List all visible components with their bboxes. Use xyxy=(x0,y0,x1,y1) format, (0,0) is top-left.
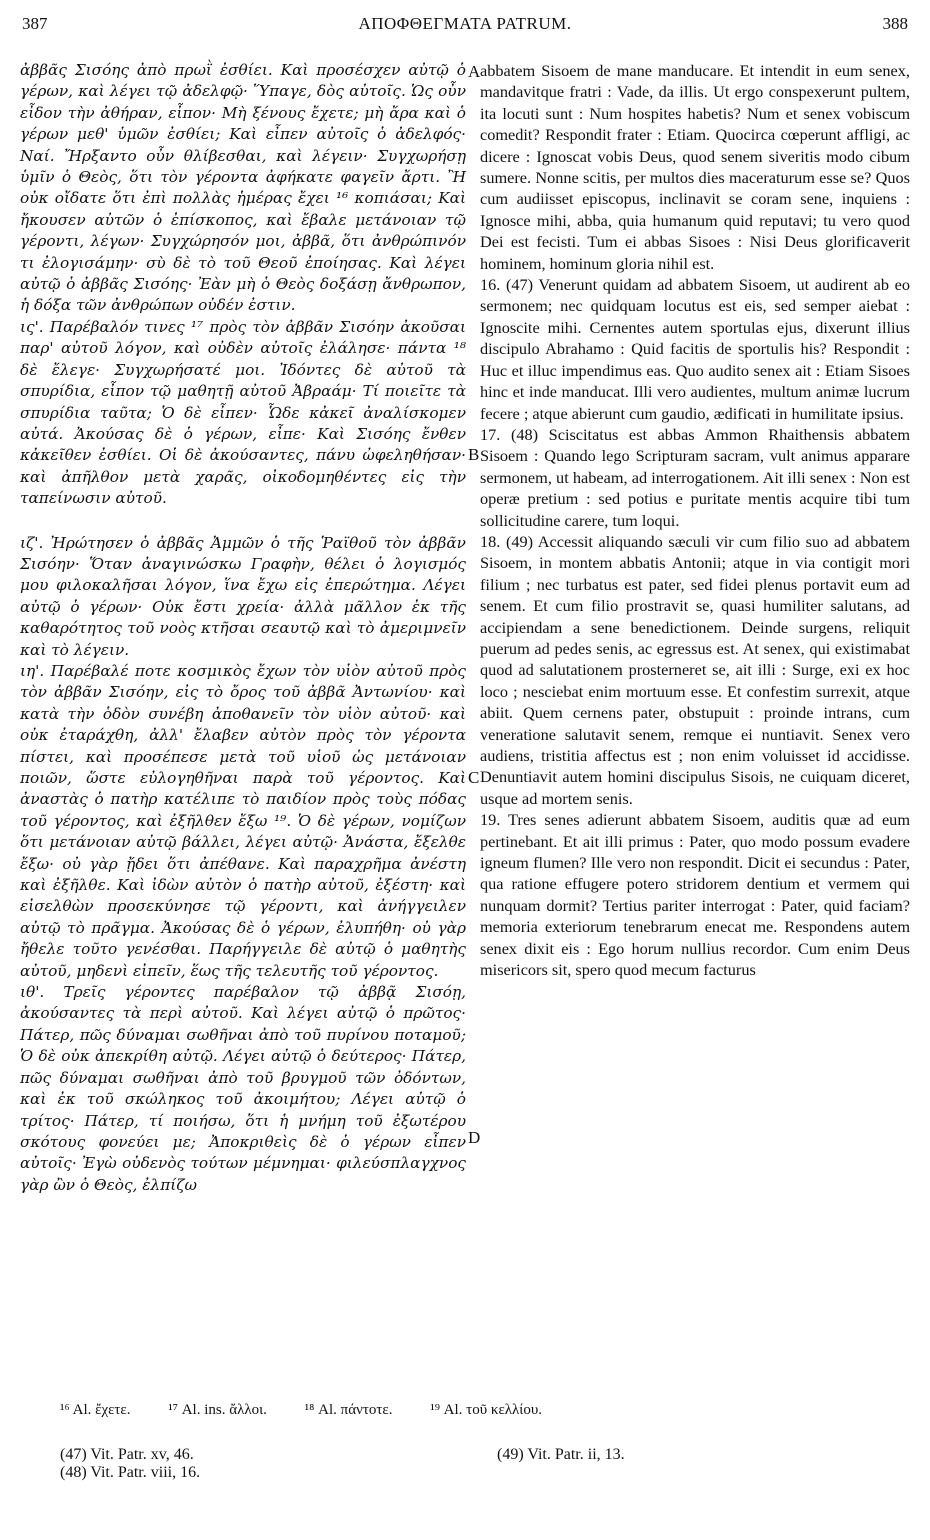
margin-marker-b: B xyxy=(468,445,480,464)
greek-column xyxy=(20,60,466,1196)
latin-paragraph: 19. Tres senes adierunt abbatem Sisoem, auditis quæ ad eum pertinebant. Et ait illi primus : Pater, quo modo possum evadere igneum flumen? Ille vero non respondit. Dicit ei secundus : Pater, qua ratione effugere potero stridorem dentium et vermem qui nunquam dormit? Tertius pariter interrogat : Pater, quid faciam? memoria exteriorum tenebrarum enecat me. Respondens autem senex dixit eis : Ego horum nullius recordor. Cum enim Deus misericors sit, spero quod mecum facturus xyxy=(480,810,910,980)
greek-paragraph: ιζ'. Ἠρώτησεν ὁ ἀββᾶς Ἀμμῶν ὁ τῆς Ῥαϊθοῦ τὸν ἀββᾶν Σισόην· Ὅταν ἀναγινώσκω Γραφὴν, θέλει ὁ λογισμός μου φιλοκαλῆσαι λόγον, ἵνα ἔχω εἰς ἐπερώτημα. Λέγει αὐτῷ ὁ γέρων· Οὐκ ἔστι χρεία· ἀλλὰ μᾶλλον ἐκ τῆς καθαρότητος τοῦ νοὸς κτῆσαι σεαυτῷ καὶ τὸ ἀμεριμνεῖν καὶ τὸ λέγειν. xyxy=(20,533,466,659)
margin-marker-c: C xyxy=(468,768,480,787)
greek-paragraph: ιη'. Παρέβαλέ ποτε κοσμικὸς ἔχων τὸν υἱὸν αὐτοῦ πρὸς τὸν ἀββᾶν Σισόην, εἰς τὸ ὄρος τοῦ ἀββᾶ Ἀντωνίου· καὶ κατὰ τὴν ὁδὸν συνέβη ἀποθανεῖν τὸν υἱὸν αὐτοῦ· καὶ οὐκ ἐταράχθη, ἀλλ' ἔλαβεν αὐτὸν πρὸς τὸν γέροντα πίστει, καὶ προσέπεσε μετὰ τοῦ υἱοῦ ὡς μετάνοιαν ποιῶν, ὥστε εὐλογηθῆναι παρὰ τοῦ γέροντος. Καὶ ἀναστὰς ὁ πατὴρ κατέλιπε τὸ παιδίον πρὸς τοὺς πόδας τοῦ γέροντος, καὶ ἐξῆλθεν ἔξω ¹⁹. Ὁ δὲ γέρων, νομίζων ὅτι μετάνοιαν αὐτῷ βάλλει, λέγει αὐτῷ· Ἀνάστα, ἔξελθε ἔξω· οὐ γὰρ ᾔδει ὅτι ἀπέθανε. Καὶ παραχρῆμα ἀνέστη καὶ ἐξῆλθε. Καὶ ἰδὼν αὐτὸν ὁ πατὴρ αὐτοῦ, ἐξέστη· καὶ εἰσελθὼν προσεκύνησε τῷ γέροντι, καὶ ἀνήγγειλεν αὐτῷ τὸ πρᾶγμα. Ἀκούσας δὲ ὁ γέρων, ἐλυπήθη· οὐ γὰρ ἤθελε τοῦτο γενέσθαι. Παρήγγειλε δὲ αὐτῷ ὁ μαθητὴς αὐτοῦ, μηδενὶ εἰπεῖν, ἕως τῆς τελευτῆς τοῦ γέροντος. xyxy=(20,661,466,980)
latin-paragraph: abbatem Sisoem de mane manducare. Et intendit in eum senex, mandavitque fratri : Vade, da illis. Ut ergo conspexerunt pultem, ita locuti sunt : Num hospites habetis? Num et senex vobiscum comedit? Respondit frater : Etiam. Quocirca cœperunt affligi, ac dicere : Ignoscat vobis Deus, quod senem siveritis modo cibum sumere. Nonne scitis, per multos dies maceraturum esse se? Quos cum audiisset episcopus, inclinavit se coram sene, inquiens : Ignosce mihi, abba, quia humanum quid reputavi; tu vero quod Dei est fecisti. Tum ei abbas Sisoes : Nisi Deus glorificaverit hominem, hominum gloria nihil est. xyxy=(480,61,910,273)
margin-marker-d: D xyxy=(468,1128,481,1147)
latin-paragraph: 17. (48) Sciscitatus est abbas Ammon Rhaithensis abbatem Sisoem : Quando lego Scripturam sacram, vult animus apparare sermonem, ut habeam, ad interrogationem. Ait illi senex : Non est operæ pretium : sed potius e puritate mentis acquire tibi tum sollicitudine carere, tum loqui. xyxy=(480,424,910,530)
footnote: ¹⁸ Al. πάντοτε. xyxy=(304,1402,393,1418)
footnotes xyxy=(60,1402,900,1419)
reference: (48) Vit. Patr. viii, 16. xyxy=(60,1464,201,1481)
running-header xyxy=(20,12,910,38)
footnote: ¹⁶ Al. ἔχετε. xyxy=(60,1402,131,1418)
greek-paragraph: ἀββᾶς Σισόης ἀπὸ πρωῒ ἐσθίει. Καὶ προσέσχεν αὐτῷ ὁ γέρων, καὶ λέγει τῷ ἀδελφῷ· Ὕπαγε, δὸς αὐτοῖς. Ὡς οὖν εἶδον τὴν ἀθήραν, εἶπον· Μὴ ξένους ἔχετε; μὴ ἄρα καὶ ὁ γέρων μεθ' ὑμῶν ἐσθίει; Καὶ εἶπεν αὐτοῖς ὁ ἀδελφός· Ναί. Ἤρξαντο οὖν θλίβεσθαι, καὶ λέγειν· Συγχωρήσῃ ὑμῖν ὁ Θεὸς, ὅτι τὸν γέροντα ἀφήκατε φαγεῖν ἄρτι. Ἢ οὐκ οἴδατε ὅτι ἐπὶ πολλὰς ἡμέρας ἔχει ¹⁶ κοπιάσαι; Καὶ ἤκουσεν αὐτῶν ὁ ἐπίσκοπος, καὶ ἔβαλε μετάνοιαν τῷ γέροντι, λέγων· Συγχώρησόν μοι, ἀββᾶ, ὅτι ἀνθρώπινόν τι ἐλογισάμην· σὺ δὲ τὸ τοῦ Θεοῦ ἐποίησας. Καὶ λέγει αὐτῷ ὁ ἀββᾶς Σισόης· Ἐὰν μὴ ὁ Θεὸς δοξάσῃ ἄνθρωπον, ἡ δόξα τῶν ἀνθρώπων οὐδέν ἐστιν. xyxy=(20,61,466,315)
page-number-right: 388 xyxy=(882,14,908,33)
greek-paragraph: ις'. Παρέβαλόν τινες ¹⁷ πρὸς τὸν ἀββᾶν Σισόην ἀκοῦσαι παρ' αὐτοῦ λόγον, καὶ οὐδὲν αὐτοῖς ἐλάλησε· πάντα ¹⁸ δὲ ἔλεγε· Συγχωρήσατέ μοι. Ἰδόντες δὲ αὐτοῦ τὰ σπυρίδια, εἶπον τῷ μαθητῇ αὐτοῦ Ἀβραάμ· Τί ποιεῖτε τὰ σπυρίδια ταῦτα; Ὁ δὲ εἶπεν· Ὧδε κἀκεῖ ἀναλίσκομεν αὐτά. Ἀκούσας δὲ ὁ γέρων, εἶπε· Καὶ Σισόης ἔνθεν κἀκεῖθεν ἐσθίει. Οἱ δὲ ἀκούσαντες, πάνυ ὠφεληθήσαν· καὶ ἀπῆλθον μετὰ χαρᾶς, οἰκοδομηθέντες εἰς τὴν ταπείνωσιν αὐτοῦ. xyxy=(20,317,466,508)
greek-paragraph: ιθ'. Τρεῖς γέροντες παρέβαλον τῷ ἀββᾷ Σισόῃ, ἀκούσαντες τὰ περὶ αὐτοῦ. Καὶ λέγει αὐτῷ ὁ πρῶτος· Πάτερ, πῶς δύναμαι σωθῆναι ἀπὸ τοῦ πυρίνου ποταμοῦ; Ὁ δὲ οὐκ ἀπεκρίθη αὐτῷ. Λέγει αὐτῷ ὁ δεύτερος· Πάτερ, πῶς δύναμαι σωθῆναι ἀπὸ τοῦ βρυγμοῦ τῶν ὀδόντων, καὶ ἐκ τοῦ σκώληκος τοῦ ἀκοιμήτου; Λέγει αὐτῷ ὁ τρίτος· Πάτερ, τί ποιήσω, ὅτι ἡ μνήμη τοῦ ἐξωτέρου σκότους φονεύει με; Ἀποκριθεὶς δὲ ὁ γέρων εἶπεν αὐτοῖς· Ἐγὼ οὐδενὸς τούτων μέμνημαι· φιλεύσπλαγχνος γὰρ ὢν ὁ Θεὸς, ἐλπίζω xyxy=(20,983,466,1194)
footnote: ¹⁹ Al. τοῦ κελλίου. xyxy=(430,1402,542,1418)
latin-paragraph: 18. (49) Accessit aliquando sæculi vir cum filio suo ad abbatem Sisoem, in montem abbatis Antonii; atque in via contigit mori filium ; nec turbatus est pater, sed fidei plenus portavit eum ad senem. Et cum filio prostravit se, quasi humiliter salutans, ad accipiendam a sene benedictionem. Deinde surgens, reliquit puerum ad pedes senis, ac egressus est. At senex, qui existimabat quod ad salutationem prosterneret se, ait illi : Surge, exi ex hoc loco ; nesciebat enim mortuum esse. Et confestim surrexit, atque abiit. Quem cernens pater, obstupuit : proinde intrans, cum veneratione salutavit senem, remque ei nuntiavit. Senex vero audiens, tristitia affectus est ; non enim voluisset id accidisse. Denuntiavit autem homini discipulus Sisois, ne cuiquam diceret, usque ad mortem senis. xyxy=(480,531,910,808)
footnote: ¹⁷ Al. ins. ἄλλοι. xyxy=(168,1402,267,1418)
latin-column xyxy=(480,60,910,980)
reference: (49) Vit. Patr. ii, 13. xyxy=(497,1446,625,1463)
latin-paragraph: 16. (47) Venerunt quidam ad abbatem Sisoem, ut audirent ab eo sermonem; nec quidquam locutus est eis, sed semper aiebat : Ignoscite mihi. Cernentes autem sportulas ejus, dixerunt illius discipulo Abrahamo : Quid facitis de sportulis his? Respondit : Huc et illuc impendimus eas. Quo audito senex ait : Etiam Sisoes hinc et inde manducat. Illi vero audientes, multum animæ lucrum fecere ; atque abierunt cum gaudio, ædificati in humilitate ipsius. xyxy=(480,275,910,423)
reference: (47) Vit. Patr. xv, 46. xyxy=(60,1446,194,1463)
margin-marker-a: A xyxy=(468,62,481,81)
spacer xyxy=(20,510,466,533)
page-number-left: 387 xyxy=(22,14,48,33)
page-title: ΑΠΟΦΘΕΓΜΑΤΑ PATRUM. xyxy=(358,14,572,33)
